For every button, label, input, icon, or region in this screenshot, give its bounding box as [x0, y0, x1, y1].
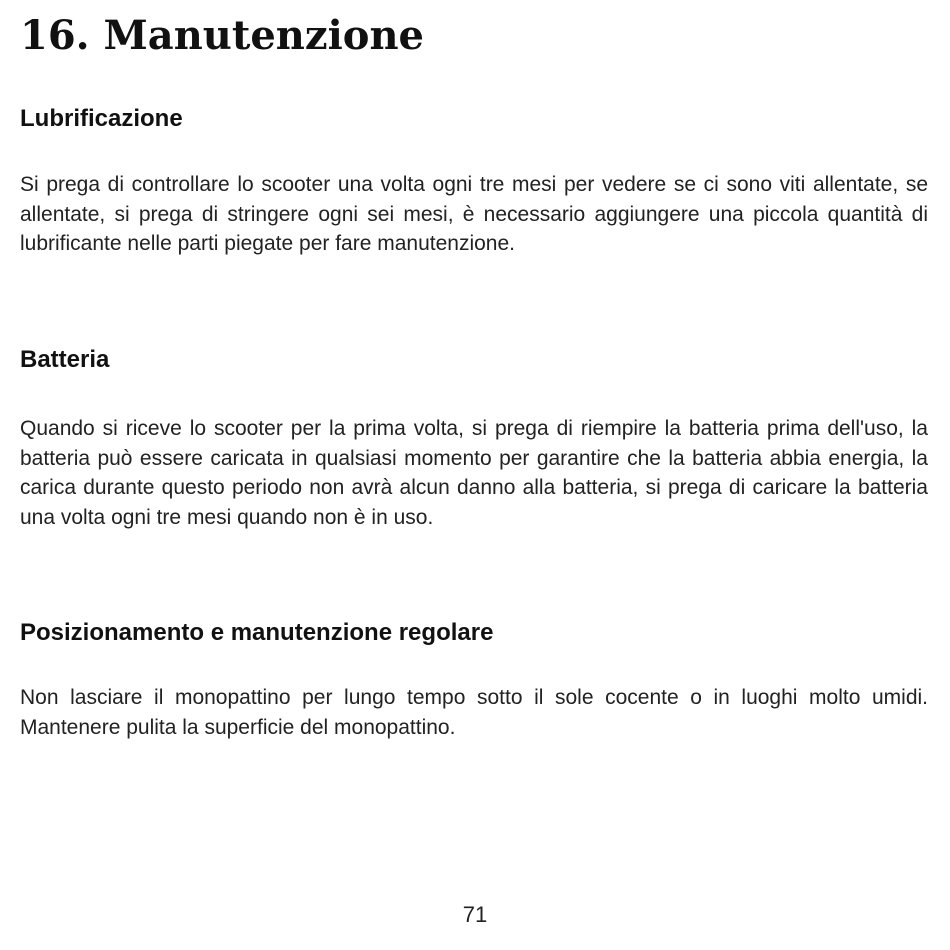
section-heading-lubrificazione: Lubrificazione — [20, 105, 183, 132]
section-text-lubrificazione: Si prega di controllare lo scooter una volta ogni tre mesi per vedere se ci sono viti allentate, se allentate, si prega di stringere ogni sei mesi, è necessario aggiungere una piccola quantità di lubrificante nelle parti piegate per fare manutenzione. — [20, 173, 928, 255]
chapter-title: 16. Manutenzione — [20, 12, 425, 59]
section-text-batteria: Quando si riceve lo scooter per la prima volta, si prega di riempire la batteria prima dell'uso, la batteria può essere caricata in qualsiasi momento per garantire che la batteria abbia energia, la carica durante questo periodo non avrà alcun danno alla batteria, si prega di caricare la batteria una volta ogni tre mesi quando non è in uso. — [20, 417, 928, 529]
section-heading-batteria: Batteria — [20, 346, 110, 373]
section-heading-posizionamento: Posizionamento e manutenzione regolare — [20, 619, 494, 646]
section-text-posizionamento: Non lasciare il monopattino per lungo tempo sotto il sole cocente o in luoghi molto umidi. Mantenere pulita la superficie del monopattino. — [20, 686, 928, 739]
page-number: 71 — [462, 902, 488, 927]
